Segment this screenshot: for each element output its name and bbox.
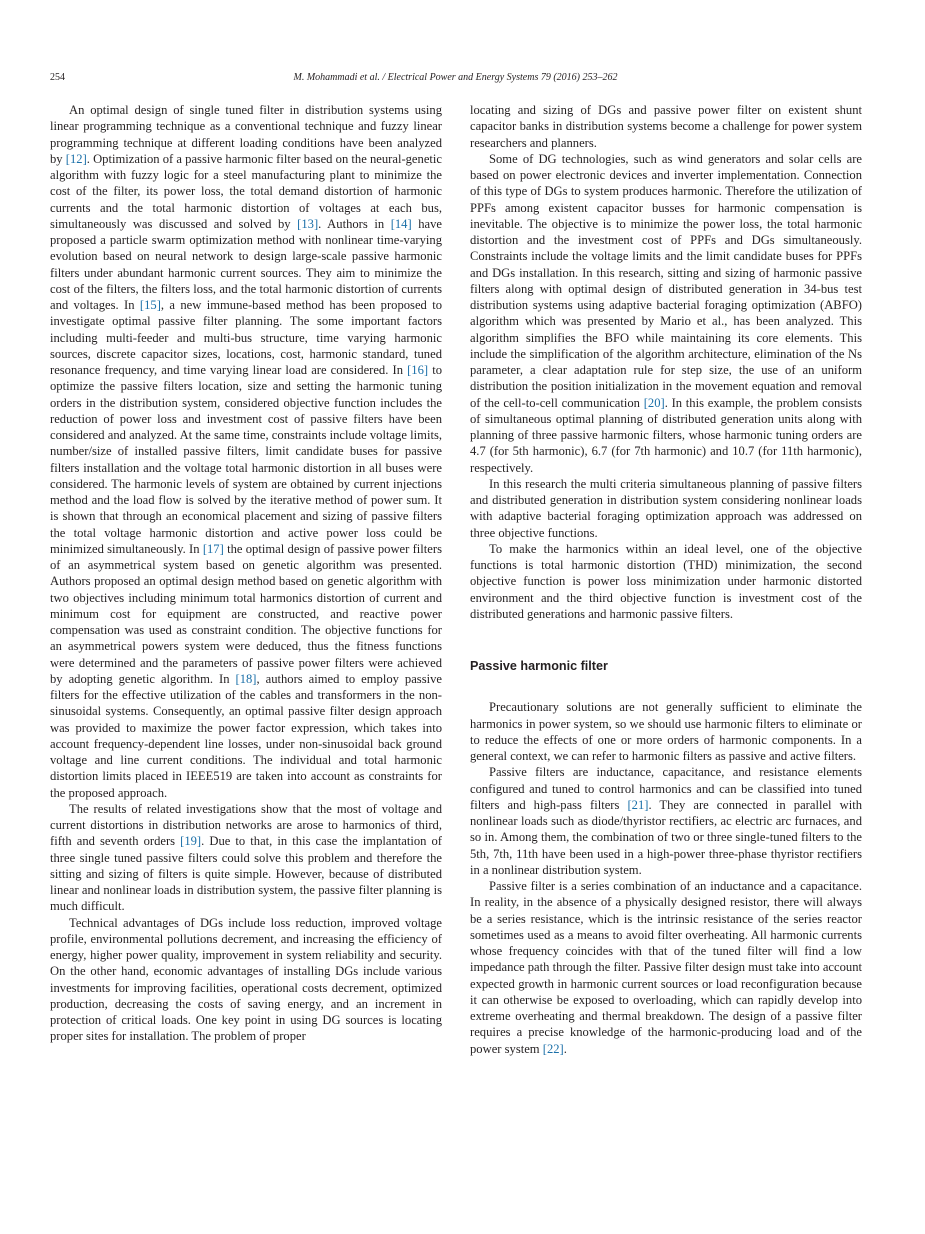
citation-link[interactable]: [16] — [407, 363, 429, 377]
citation-link[interactable]: [22] — [542, 1041, 564, 1056]
paragraph-text: , a new immune-based method has been proposed to investigate optimal passive filter planning. The some important factors including multi-feeder and multi-bus structure, time varying harmonic sources, discrete capacitor sizes, locations, cost, harmonic standard, tuned resonance frequency, and time varying linear load are considered. In — [50, 298, 442, 377]
paragraph-text: Passive filters are inductance, capacitance, and resistance elements configured and tuned to control harmonics and can be classified into tuned filters and high-pass filters — [470, 765, 862, 812]
paragraph-text: . — [563, 1041, 567, 1056]
paragraph-text: In this research the multi criteria simultaneous planning of passive filters and distributed generation in distribution system considering nonlinear loads with adaptive bacterial foraging optimization approach was addressed on three objective functions. — [470, 476, 862, 540]
citation-link[interactable]: [18] — [235, 671, 257, 686]
paragraph — [470, 476, 862, 541]
paragraph-text: An optimal design of single tuned filter in distribution systems using linear programming technique as a conventional technique and fuzzy linear programming technique at different loading conditions have been analyzed by — [50, 103, 442, 166]
right-column — [470, 102, 862, 1057]
paragraph — [470, 102, 862, 151]
paragraph-text: The results of related investigations show that the most of voltage and current distortions in distribution networks are arose to harmonics of third, fifth and seventh orders — [50, 801, 442, 849]
page-number: 254 — [50, 72, 65, 83]
paragraph — [50, 915, 442, 1045]
citation-link[interactable]: [13] — [297, 216, 319, 231]
paragraph-text: Technical advantages of DGs include loss reduction, improved voltage profile, environmental pollutions decrement, and increasing the efficiency of energy, higher power quality, improvement in system reliability and security. On the other hand, economic advantages of installing DGs include various investments for improving facilities, operational costs decrement, optimized production, decreasing the costs of saving energy, and an increment in protection of critical loads. One key point in using DG sources is locating proper sites for installation. The problem of proper — [50, 915, 442, 1044]
citation-link[interactable]: [19] — [180, 834, 202, 849]
paragraph-text: . In this example, the problem consists of simultaneous optimal planning of distributed generation units along with planning of three passive harmonic filters, whose harmonic tuning orders are 4.7 (for 5th harmonic), 6.7 (for 7th harmonic) and 10.7 (for 11th harmonic), respectively. — [470, 395, 862, 475]
running-head: M. Mohammadi et al. / Electrical Power and Energy Systems 79 (2016) 253–262 — [293, 72, 618, 83]
paragraph-text: to optimize the passive filters location, size and setting the harmonic tuning orders in the distribution system, considered objective function includes the reduction of power loss and investment cost of passive filters have been considered and analyzed. At the same time, constraints include voltage limits, number/size of installed passive filters, limit candidate buses for passive filters installation and the voltage total harmonic distortion in all buses were considered. The harmonic levels of system are obtained by current injections method and the load flow is solved by the iterative method of power sum. It is shown that through an economical placement and sizing of passive filters the total voltage harmonic distortion and active power loss could be minimized simultaneously. In — [50, 363, 443, 556]
paragraph-text: have proposed a particle swarm optimization method with nonlinear time-varying evolution based on neural network to design large-scale passive harmonic filters under abundant harmonic current sources. They aim to minimize the cost of the filters, the filters loss, and the total harmonic distortion of currents and voltages. In — [50, 216, 443, 312]
paragraph-text: locating and sizing of DGs and passive power filter on existent shunt capacitor banks in distribution systems become a challenge for power system researchers and planners. — [470, 103, 862, 150]
citation-link[interactable]: [21] — [627, 797, 649, 812]
paragraph — [470, 878, 862, 1057]
paragraph — [470, 541, 862, 622]
paragraph-text: . They are connected in parallel with nonlinear loads such as diode/thyristor rectifiers, ac electric arc furnaces, and so in. Among them, the combination of two or three single-tuned filters to the 5th, 7th, 11th have been used in a high-power three-phase thyristor rectifiers in a nonlinear distribution system. — [470, 797, 862, 877]
paragraph — [50, 102, 442, 801]
section-heading: Passive harmonic filter — [470, 659, 608, 673]
paragraph-text: . Due to that, in this case the implantation of three single tuned passive filters could solve this problem and therefore the sitting and sizing of filters is quite simple. However, because of distributed linear and nonlinear loads in distribution system, the passive filter planning is much difficult. — [50, 834, 442, 914]
paragraph — [470, 764, 862, 878]
paragraph-text: To make the harmonics within an ideal level, one of the objective functions is total harmonic distortion (THD) minimization, the second objective function is power loss minimization under harmonic distorted environment and the third objective function is investment cost of the distributed generations and harmonic passive filters. — [470, 541, 862, 621]
citation-link[interactable]: [12] — [65, 151, 87, 166]
citation-link[interactable]: [17] — [202, 541, 224, 556]
section-body — [470, 699, 862, 1057]
paragraph-text: the optimal design of passive power filters of an asymmetrical system based on genetic algorithm was presented. Authors proposed an optimal design method based on genetic algorithm with two objectives including minimum total harmonics distortion of current and minimum cost for equipment are constructed, and reactive power compensation was used as constraint condition. The objective functions for an asymmetrical powers system were deduced, thus the fitness functions were determined and the parameters of passive power filters were achieved by adopting genetic algorithm. In — [50, 541, 442, 686]
left-column — [50, 102, 442, 1045]
paragraph-text: Some of DG technologies, such as wind generators and solar cells are based on power electronic devices and inverter implementation. Connection of this type of DGs to system produces harmonic. Therefore the utilization of PPFs among existent capacitor busses for harmonic compensation is inevitable. The objective is to minimize the power loss, the total harmonic distortion and the investment cost of PPFs and DGs simultaneously. Constraints include the voltage limits and the limit candidate buses for PPFs and DGs installation. In this research, sitting and sizing of harmonic passive filters along with optimal design of distributed generation in 34-bus test distribution systems using adaptive bacterial foraging optimization (ABFO) algorithm which was presented by Mario et al., has been analyzed. This algorithm simplifies the BFO while maintaining its core elements. This include the simplification of the algorithm architecture, elimination of the Ns parameter, a clear adaptation rule for step size, the use of an uniform distribution the position initialization in the movement equation and removal of the cell-to-cell communication — [470, 151, 862, 410]
paragraph — [470, 151, 862, 476]
paragraph-text: . Optimization of a passive harmonic filter based on the neural-genetic algorithm with fuzzy logic for a steel manufacturing plant to minimize the cost of the filter, its power loss, the total demand distortion of harmonic currents and the total harmonic distortion of voltages at each bus, simultaneously was discussed and solved by — [50, 151, 442, 231]
citation-link[interactable]: [15] — [139, 298, 161, 312]
paragraph-text: Passive filter is a series combination of an inductance and a capacitance. In reality, in the absence of a physically designed resistor, there will always be a series resistance, which is the intrinsic resistance of the series reactor sometimes used as a means to avoid filter overheating. All harmonic currents whose frequency coincides with that of the tuned filter will find a low impedance path through the filter. Passive filter design must take into account expected growth in harmonic current sources or load reconfiguration because it can otherwise be exposed to overloading, which can rapidly develop into extreme overheating and thermal breakdown. The design of a passive filter requires a precise knowledge of the harmonic-producing load and of the power system — [470, 879, 862, 1056]
paragraph — [470, 699, 862, 764]
right-column-intro — [470, 102, 862, 622]
citation-link[interactable]: [20] — [643, 395, 665, 410]
paragraph — [50, 801, 442, 915]
paragraph-text: . Authors in — [318, 216, 391, 231]
paragraph-text: , authors aimed to employ passive filters for the effective utilization of the cables and transformers in the non-sinusoidal systems. Consequently, an optimal passive filter design approach was provided to maximize the power factor expression, which takes into account frequency-dependent line losses, under non-sinusoidal back ground voltage and line current conditions. The individual and total harmonic distortion limits placed in IEEE519 are taken into account as constraints for the proposed approach. — [50, 671, 442, 800]
citation-link[interactable]: [14] — [390, 216, 412, 231]
paragraph-text: Precautionary solutions are not generally sufficient to eliminate the harmonics in power system, so we should use harmonic filters to eliminate or to reduce the effects of one or more orders of harmonic components. In a general context, we can refer to harmonic filters as passive and active filters. — [470, 700, 862, 763]
